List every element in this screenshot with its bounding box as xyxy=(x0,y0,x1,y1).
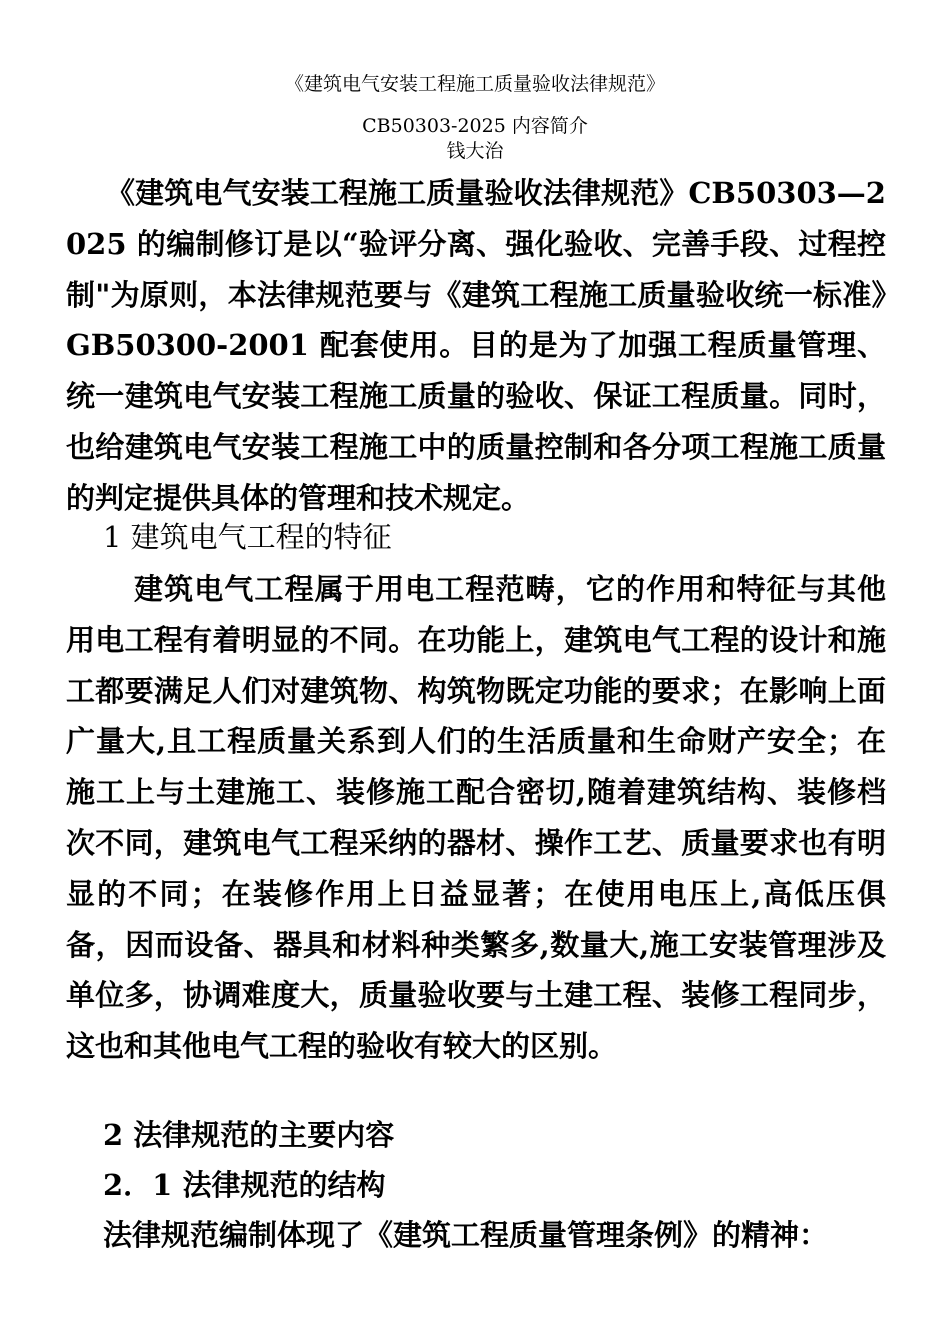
section-1-paragraph: 建筑电气工程属于用电工程范畴，它的作用和特征与其他用电工程有着明显的不同。在功能上，建筑电气工程的设计和施工都要满足人们对建筑物、构筑物既定功能的要求；在影响上面广量大,且工程质量关系到人们的生活质量和生命财产安全；在施工上与土建施工、装修施工配合密切,随着建筑结构、装修档次不同，建筑电气工程采纳的器材、操作工艺、质量要求也有明显的不同；在装修作用上日益显著；在使用电压上,高低压俱备，因而设备、器具和材料种类繁多,数量大,施工安装管理涉及单位多，协调难度大，质量验收要与土建工程、装修工程同步，这也和其他电气工程的验收有较大的区别。 xyxy=(66,572,886,1064)
document-subtitle: CB50303-2025 内容简介 xyxy=(362,115,588,137)
section-2-1-heading: 2．1 法律规范的结构 xyxy=(103,1168,386,1202)
section-2-heading: 2 法律规范的主要内容 xyxy=(103,1118,395,1152)
document-title: 《建筑电气安装工程施工质量验收法律规范》 xyxy=(284,73,665,95)
intro-paragraph: 《建筑电气安装工程施工质量验收法律规范》CB50303—2025 的编制修订是以“验评分离、强化验收、完善手段、过程控制"为原则，本法律规范要与《建筑工程施工质量验收统一标准》GB50300-2001 配套使用。目的是为了加强工程质量管理、统一建筑电气安装工程施工质量的验收、保证工程质量。同时，也给建筑电气安装工程施工中的质量控制和各分项工程施工质量的判定提供具体的管理和技术规定。 xyxy=(66,176,886,515)
section-2-1-paragraph: 法律规范编制体现了《建筑工程质量管理条例》的精神： xyxy=(103,1218,829,1252)
section-1-heading: 1 建筑电气工程的特征 xyxy=(103,520,392,554)
document-author: 钱大治 xyxy=(446,140,504,162)
